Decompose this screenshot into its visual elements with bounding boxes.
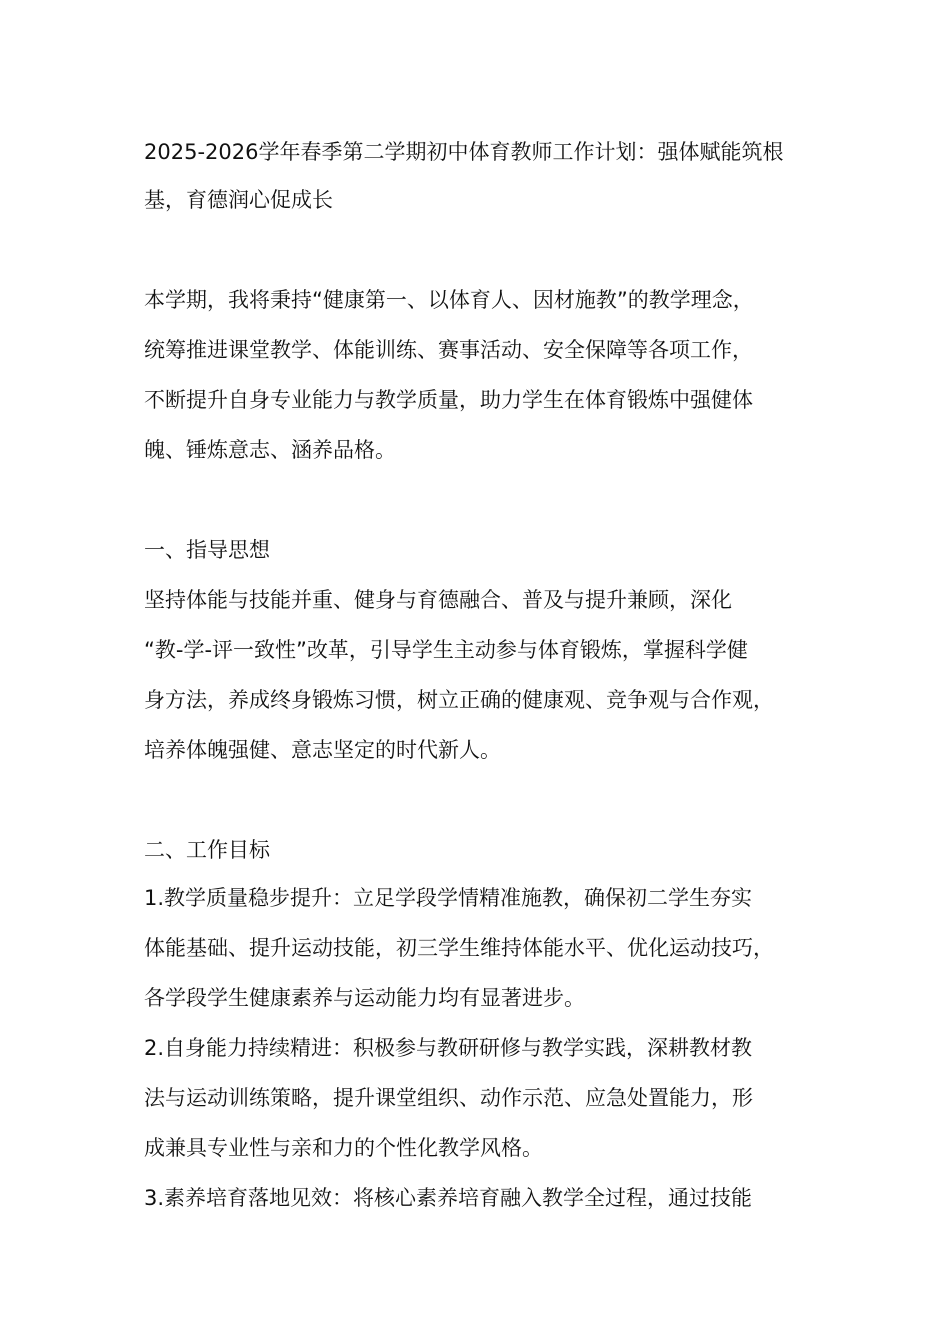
goal-2-line-1: 2.自身能力持续精进：积极参与教研研修与教学实践，深耕教材教: [144, 1036, 753, 1060]
section-1-line-1: 坚持体能与技能并重、健身与育德融合、普及与提升兼顾，深化: [144, 588, 732, 612]
goal-2-line-3: 成兼具专业性与亲和力的个性化教学风格。: [144, 1136, 543, 1160]
goal-1-line-2: 体能基础、提升运动技能，初三学生维持体能水平、优化运动技巧，: [144, 936, 774, 960]
document-title-line-2: 基，育德润心促成长: [144, 188, 333, 212]
section-1-line-3: 身方法，养成终身锻炼习惯，树立正确的健康观、竞争观与合作观，: [144, 688, 774, 712]
goal-3-line-1: 3.素养培育落地见效：将核心素养培育融入教学全过程，通过技能: [144, 1186, 753, 1210]
section-2-heading: 二、工作目标: [144, 838, 270, 862]
section-1-line-2: “教-学-评一致性”改革，引导学生主动参与体育锻炼，掌握科学健: [144, 638, 748, 662]
goal-1-line-1: 1.教学质量稳步提升：立足学段学情精准施教，确保初二学生夯实: [144, 886, 753, 910]
goal-2-line-2: 法与运动训练策略，提升课堂组织、动作示范、应急处置能力，形: [144, 1086, 753, 1110]
section-1-line-4: 培养体魄强健、意志坚定的时代新人。: [144, 738, 501, 762]
section-1-heading: 一、指导思想: [144, 538, 270, 562]
intro-line-1: 本学期，我将秉持“健康第一、以体育人、因材施教”的教学理念，: [144, 288, 754, 312]
intro-line-4: 魄、锤炼意志、涵养品格。: [144, 438, 396, 462]
intro-line-3: 不断提升自身专业能力与教学质量，助力学生在体育锻炼中强健体: [144, 388, 753, 412]
document-title-line-1: 2025-2026学年春季第二学期初中体育教师工作计划：强体赋能筑根: [144, 140, 784, 164]
intro-line-2: 统筹推进课堂教学、体能训练、赛事活动、安全保障等各项工作，: [144, 338, 753, 362]
goal-1-line-3: 各学段学生健康素养与运动能力均有显著进步。: [144, 986, 585, 1010]
